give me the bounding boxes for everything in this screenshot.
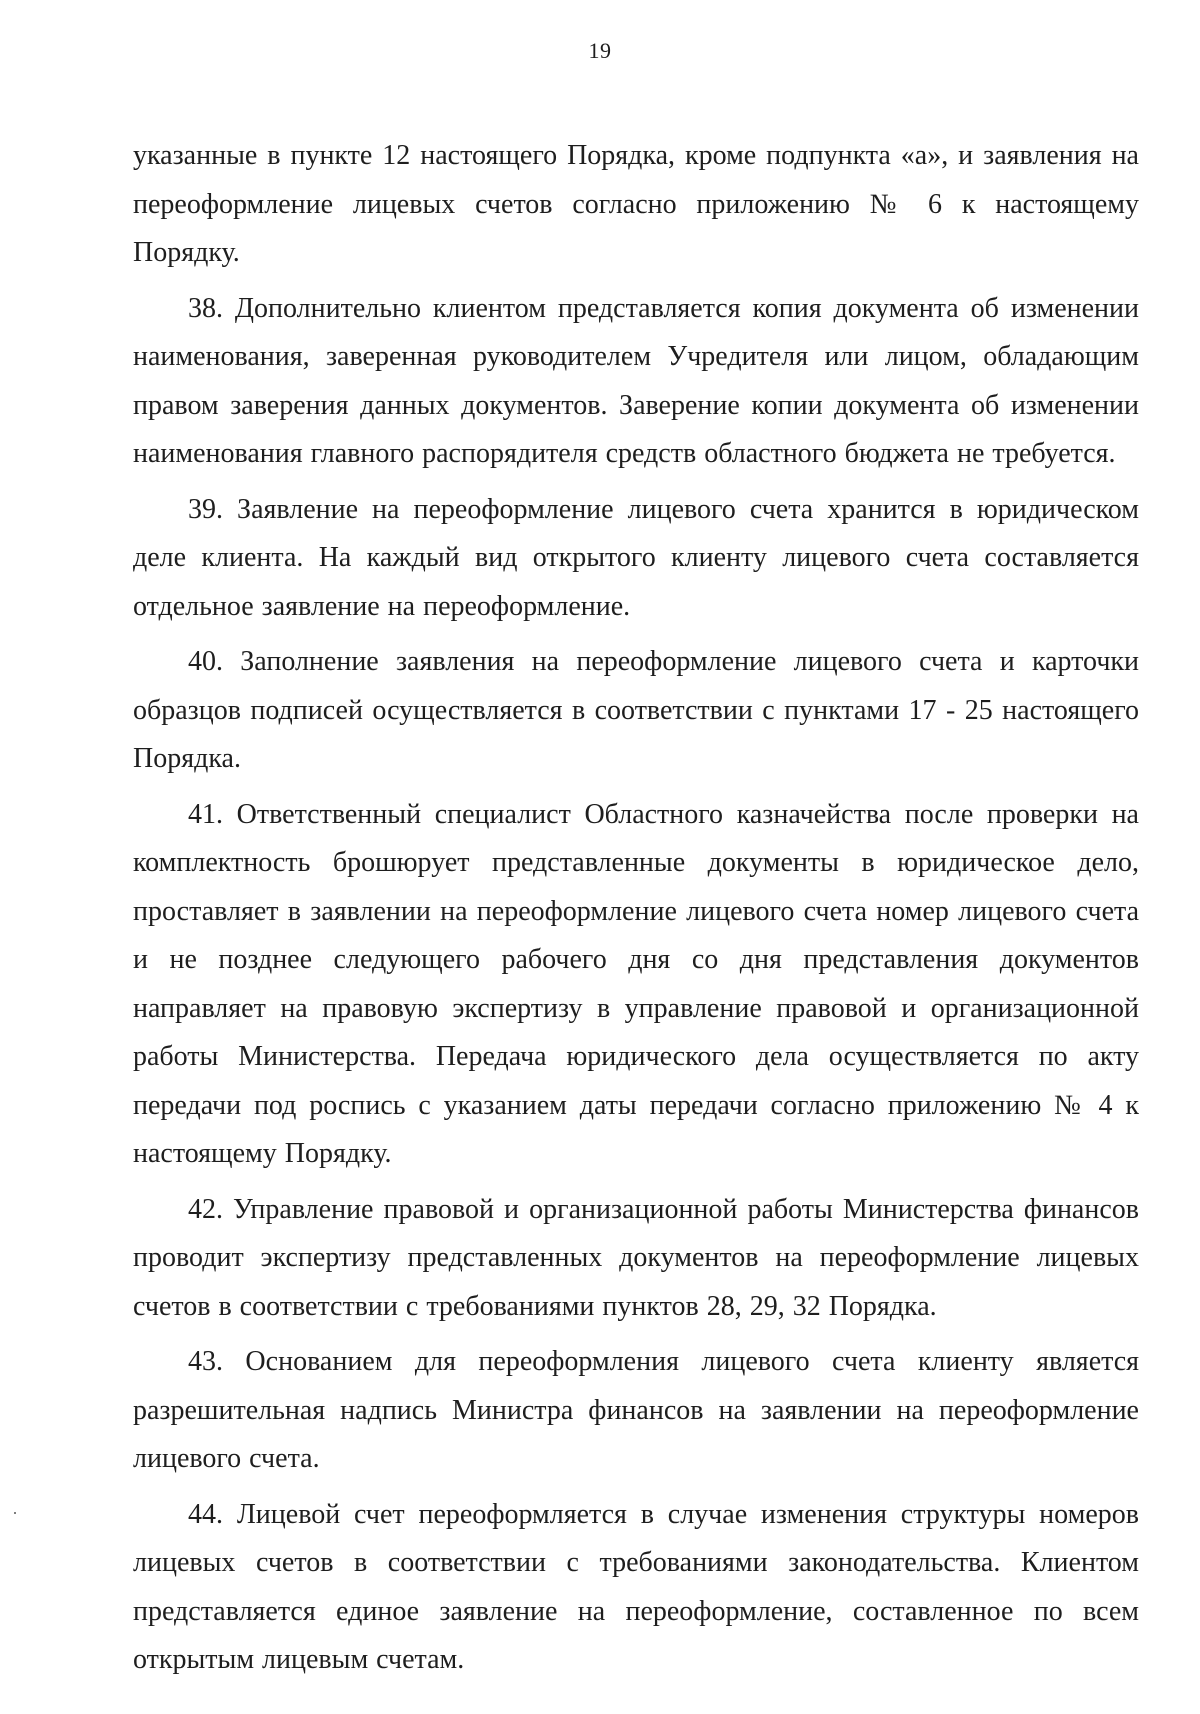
paragraph-42: 42. Управление правовой и организационной работы Министерства финансов проводит экспертизу представленных документов на переоформление лицевых счетов в соответствии с требованиями пунктов 28, 29, 32 Порядка. — [133, 1193, 1139, 1322]
paragraph-continuation: указанные в пункте 12 настоящего Порядка, кроме подпункта «а», и заявления на переоформление лицевых счетов согласно приложению № 6 к настоящему Порядку. — [133, 140, 1139, 268]
paragraph-44: 44. Лицевой счет переоформляется в случае изменения структуры номеров лицевых счетов в соответствии с требованиями законодательства. Клиентом представляется единое заявление на переоформление, составленное по всем открытым лицевым счетам. — [133, 1498, 1139, 1675]
page-number: 19 — [588, 38, 612, 63]
paragraph-40: 40. Заполнение заявления на переоформление лицевого счета и карточки образцов подписей осуществляется в соответствии с пунктами 17 - 25 настоящего Порядка. — [133, 646, 1139, 774]
scan-speck — [14, 1512, 16, 1514]
paragraph-38: 38. Дополнительно клиентом представляется копия документа об изменении наименования, заверенная руководителем Учредителя или лицом, обладающим правом заверения данных документов. Заверение копии документа об изменении наименования главного распорядителя средств областного бюджета не требуется. — [133, 292, 1139, 469]
document-body — [133, 132, 1139, 1692]
paragraph-39: 39. Заявление на переоформление лицевого счета хранится в юридическом деле клиента. На каждый вид открытого клиенту лицевого счета составляется отдельное заявление на переоформление. — [133, 493, 1139, 622]
paragraph-43: 43. Основанием для переоформления лицевого счета клиенту является разрешительная надпись Министра финансов на заявлении на переоформление лицевого счета. — [133, 1346, 1139, 1474]
paragraph-41: 41. Ответственный специалист Областного казначейства после проверки на комплектность брошюрует представленные документы в юридическое дело, проставляет в заявлении на переоформление лицевого счета номер лицевого счета и не позднее следующего рабочего дня со дня представления документов направляет на правовую экспертизу в управление правовой и организационной работы Министерства. Передача юридического дела осуществляется по акту передачи под роспись с указанием даты передачи согласно приложению № 4 к настоящему Порядку. — [133, 798, 1139, 1169]
